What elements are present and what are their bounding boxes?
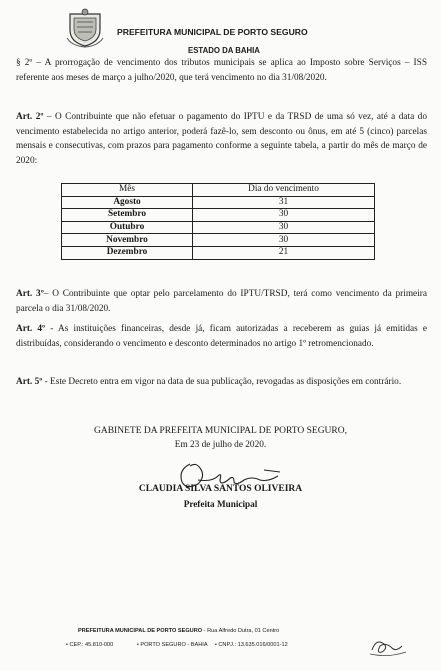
table-header-month: Mês (62, 184, 193, 197)
article-4-lead: Art. 4º (16, 324, 46, 334)
table-cell-month: Agosto (62, 196, 193, 209)
article-3 (16, 287, 427, 316)
footer-contact-line (66, 642, 288, 648)
footer-address-line (78, 628, 279, 634)
letterhead-subtitle: ESTADO DA BAHIA (188, 46, 260, 55)
table-row (62, 196, 375, 209)
table-row (62, 246, 375, 259)
table-cell-day: 30 (193, 209, 375, 222)
closing-office: GABINETE DA PREFEITA MUNICIPAL DE PORTO SEGURO, (94, 426, 347, 436)
footer-bullet: • (66, 642, 70, 648)
article-5-text: - Este Decreto entra em vigor na data de sua publicação, revogadas as disposições em contrário. (42, 377, 402, 387)
table-cell-day: 21 (193, 246, 375, 259)
article-4-text: - As instituições financeiras, desde já, ficam autorizadas a receberem as guias já emitidas e distribuídas, considerando o vencimento e desconto determinados no artigo 1º retromencionado. (16, 324, 427, 349)
table-cell-day: 31 (193, 196, 375, 209)
table-cell-month: Novembro (62, 234, 193, 247)
table-cell-month: Dezembro (62, 246, 193, 259)
table-row (62, 234, 375, 247)
article-2-lead: Art. 2º (16, 112, 44, 122)
article-2 (16, 110, 427, 168)
table-cell-day: 30 (193, 234, 375, 247)
article-2-text: – O Contribuinte que não efetuar o pagamento do IPTU e da TRSD de uma só vez, até a data do vencimento estabelecida no artigo anterior, poderá fazê-lo, sem desconto ou ônus, em até 5 (cinco) parcelas mensais e consecutivas, com prazos para pagamento conforme a seguinte tabela, a partir do mês de março de 2020: (16, 112, 427, 166)
footer-address: - Rua Alfredo Dutra, 01 Centro (202, 628, 280, 634)
closing-date: Em 23 de julho de 2020. (174, 440, 267, 450)
footer-cnpj: CNPJ.: 13.635.016/0001-12 (218, 642, 288, 648)
footer-bullet: • (136, 642, 141, 648)
paragraph-2 (16, 56, 427, 85)
table-header-row (62, 184, 375, 197)
signer-name: CLAUDIA SILVA SANTOS OLIVEIRA (138, 484, 303, 494)
municipal-crest-icon (66, 8, 104, 48)
article-5 (16, 375, 427, 390)
article-4 (16, 322, 427, 351)
article-5-lead: Art. 5º (16, 377, 43, 387)
table-cell-day: 30 (193, 221, 375, 234)
table-row (62, 221, 375, 234)
article-3-text: – O Contribuinte que optar pelo parcelamento do IPTU/TRSD, terá como vencimento da primeira parcela o dia 31/08/2020. (16, 289, 427, 314)
due-date-table (61, 183, 375, 260)
table-header-day: Dia do vencimento (193, 184, 375, 197)
paragraph-2-text: – A prorrogação de vencimento dos tributos municipais se aplica ao Imposto sobre Serviços – ISS referente aos meses de março a julho/2020, que terá vencimento no dia 31/08/2020. (16, 58, 427, 83)
footer-cep: CEP.: 45.810-000 (69, 642, 114, 648)
table-cell-month: Setembro (62, 209, 193, 222)
handwritten-initials (368, 634, 408, 658)
paragraph-2-lead: § 2º (16, 58, 33, 68)
footer-org: PREFEITURA MUNICIPAL DE PORTO SEGURO (78, 628, 203, 634)
table-cell-month: Outubro (62, 221, 193, 234)
article-3-lead: Art. 3º (16, 289, 44, 299)
table-row (62, 209, 375, 222)
signer-role: Prefeita Municipal (183, 499, 258, 509)
letterhead-title: PREFEITURA MUNICIPAL DE PORTO SEGURO (117, 27, 308, 37)
footer-bullet: • (214, 642, 219, 648)
footer-city: PORTO SEGURO - BAHIA (140, 642, 208, 648)
